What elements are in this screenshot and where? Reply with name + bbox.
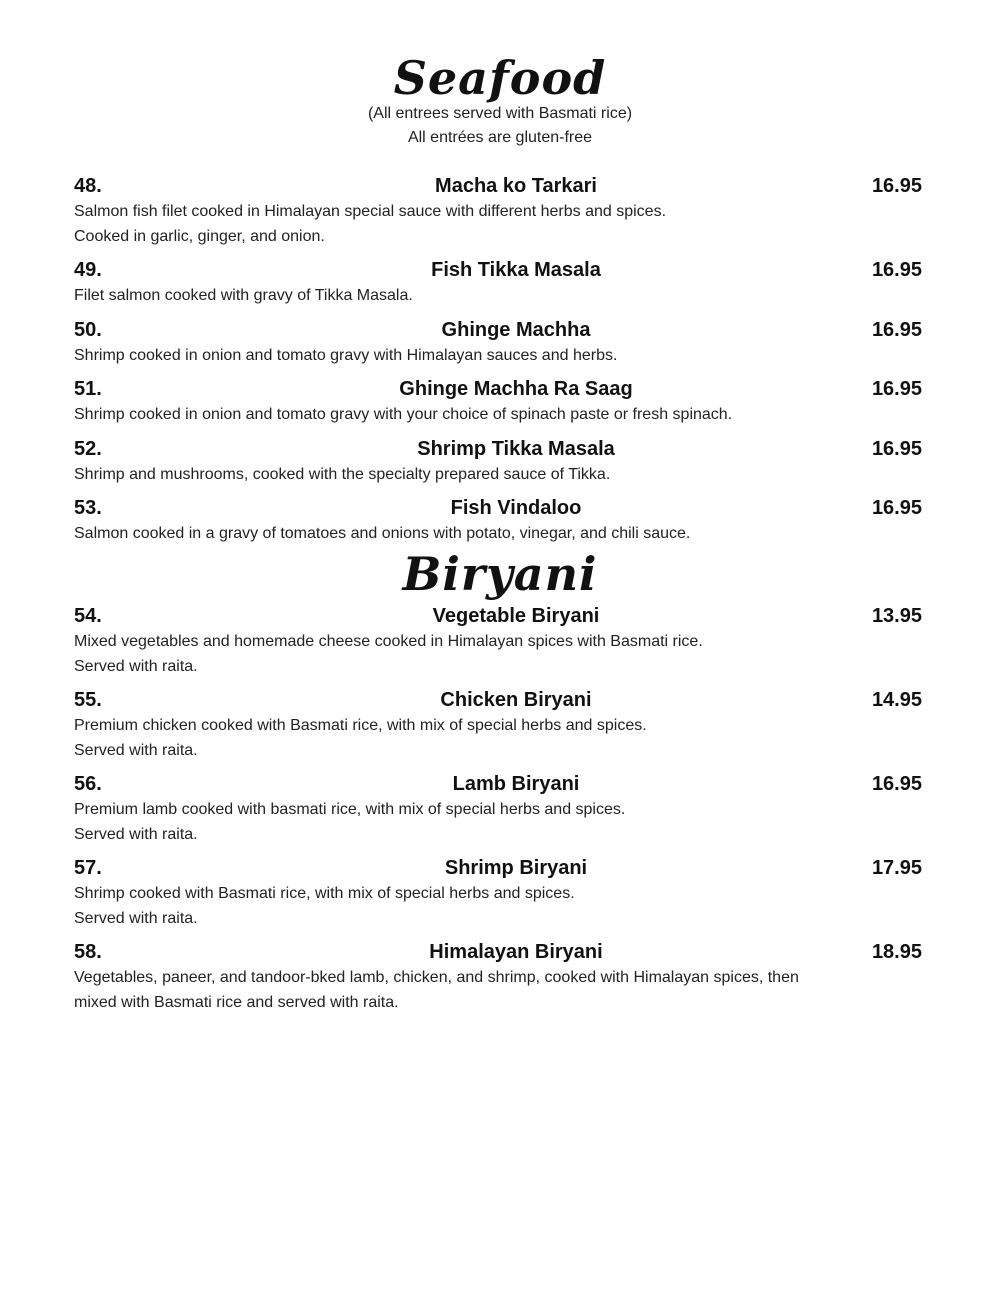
menu-item-description: Shrimp cooked with Basmati rice, with mix of special herbs and spices. [74, 885, 575, 902]
menu-item [74, 494, 922, 547]
menu-item-number: 48. [74, 175, 102, 197]
menu-item-description: Salmon cooked in a gravy of tomatoes and onions with potato, vinegar, and chili sauce. [74, 525, 691, 542]
menu-item-price: 16.95 [871, 497, 922, 519]
menu-item-description: Shrimp cooked in onion and tomato gravy with Himalayan sauces and herbs. [74, 346, 618, 364]
menu-item-name: Ghinge Machha Ra Saag [399, 378, 633, 400]
seafood-item-list [74, 172, 922, 554]
menu-item-description: Cooked in garlic, ginger, and onion. [74, 227, 325, 245]
menu-item-description: Salmon fish filet cooked in Himalayan special sauce with different herbs and spices. [74, 203, 667, 220]
menu-item-description: Shrimp cooked in onion and tomato gravy with your choice of spinach paste or fresh spinach. [74, 406, 733, 423]
menu-item-number: 57. [74, 857, 102, 879]
menu-item-name: Chicken Biryani [440, 689, 592, 711]
menu-item-header [74, 602, 922, 630]
menu-item [74, 316, 922, 369]
menu-item-header [74, 256, 922, 284]
menu-item-number: 50. [74, 318, 102, 341]
menu-item-description: mixed with Basmati rice and served with raita. [74, 993, 399, 1011]
menu-item-header [74, 854, 922, 882]
menu-item-number: 54. [74, 605, 102, 627]
menu-item-price: 17.95 [871, 857, 922, 879]
menu-item-description: Mixed vegetables and homemade cheese cooked in Himalayan spices with Basmati rice. [74, 633, 703, 650]
menu-item-name: Shrimp Biryani [444, 857, 588, 879]
menu-item [74, 854, 922, 931]
menu-item-description: Served with raita. [74, 825, 198, 843]
menu-item [74, 435, 922, 488]
menu-item-header [74, 938, 922, 966]
menu-item-description: Vegetables, paneer, and tandoor-bked lamb, chicken, and shrimp, cooked with Himalayan spices, then [74, 969, 799, 986]
menu-item-description: Served with raita. [74, 741, 198, 759]
menu-item-number: 51. [74, 378, 102, 400]
menu-item [74, 375, 922, 428]
menu-item-header [74, 494, 922, 522]
menu-item-name: Vegetable Biryani [432, 605, 600, 627]
menu-item-description: Premium lamb cooked with basmati rice, with mix of special herbs and spices. [74, 801, 626, 818]
menu-item-name: Himalayan Biryani [429, 941, 603, 963]
biryani-section-title: Biryani [402, 547, 598, 601]
menu-item-number: 52. [74, 437, 102, 460]
menu-item-price: 16.95 [871, 259, 922, 281]
seafood-section-title: Seafood [393, 51, 607, 105]
menu-item-name: Lamb Biryani [452, 773, 580, 795]
menu-item [74, 686, 922, 763]
menu-item-name: Shrimp Tikka Masala [417, 437, 615, 460]
menu-item-header [74, 770, 922, 798]
menu-item-price: 16.95 [871, 437, 922, 460]
menu-item-price: 14.95 [871, 689, 922, 711]
menu-item [74, 602, 922, 679]
seafood-note-rice: (All entrees served with Basmati rice) [367, 105, 633, 122]
menu-item-header [74, 435, 922, 463]
menu-item-header [74, 375, 922, 403]
menu-item-price: 13.95 [871, 605, 922, 627]
menu-item-number: 49. [74, 259, 102, 281]
menu-item-price: 18.95 [871, 941, 922, 963]
menu-item-description: Served with raita. [74, 909, 198, 927]
menu-item-price: 16.95 [871, 318, 922, 341]
menu-item-number: 56. [74, 773, 102, 795]
menu-item-header [74, 316, 922, 344]
menu-item-number: 58. [74, 941, 102, 963]
menu-item-description: Filet salmon cooked with gravy of Tikka Masala. [74, 287, 413, 304]
menu-item-description: Served with raita. [74, 657, 198, 675]
menu-item-price: 16.95 [871, 378, 922, 400]
menu-item-description: Premium chicken cooked with Basmati rice, with mix of special herbs and spices. [74, 717, 647, 734]
menu-item-name: Fish Tikka Masala [431, 259, 601, 281]
menu-item-name: Ghinge Machha [441, 318, 591, 341]
menu-item-price: 16.95 [871, 175, 922, 197]
menu-item [74, 172, 922, 249]
biryani-item-list [74, 602, 922, 1022]
menu-item-header [74, 686, 922, 714]
menu-item-number: 53. [74, 497, 102, 519]
menu-item [74, 256, 922, 309]
menu-item-name: Macha ko Tarkari [435, 175, 597, 197]
seafood-note-gluten-free: All entrées are gluten-free [407, 129, 593, 146]
menu-item [74, 938, 922, 1015]
menu-item-header [74, 172, 922, 200]
menu-item-name: Fish Vindaloo [450, 497, 582, 519]
menu-item-description: Shrimp and mushrooms, cooked with the specialty prepared sauce of Tikka. [74, 465, 611, 483]
menu-item [74, 770, 922, 847]
menu-item-price: 16.95 [871, 773, 922, 795]
menu-item-number: 55. [74, 689, 102, 711]
